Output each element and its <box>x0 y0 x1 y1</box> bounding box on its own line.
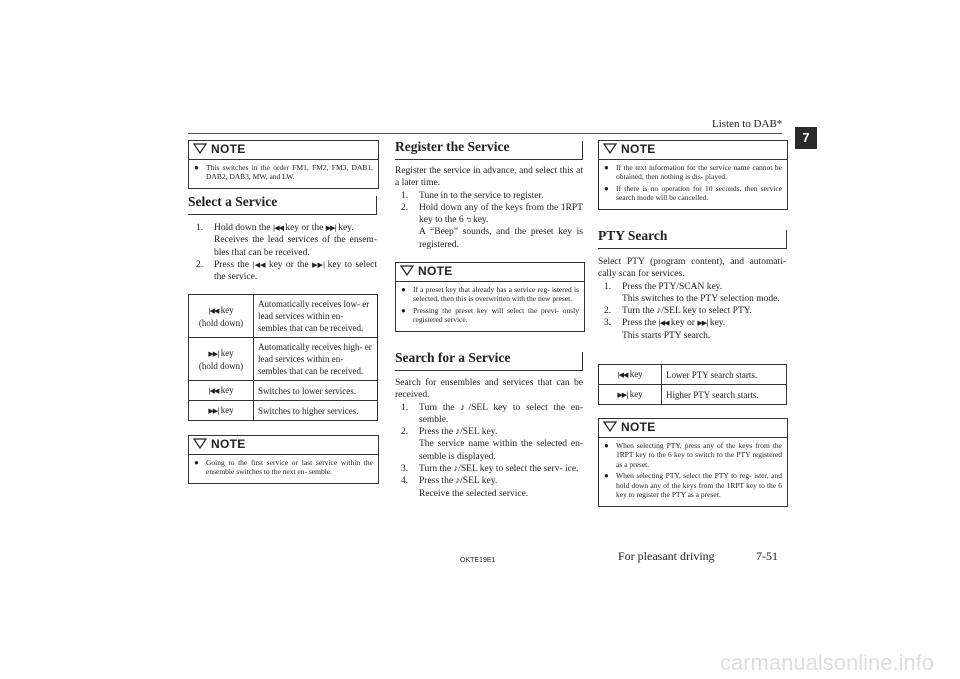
watermark: carmanualsonline.info <box>720 650 935 675</box>
bullet-icon: ● <box>194 457 199 467</box>
section-title: Register the Service <box>395 139 510 154</box>
note-text: Pressing the preset key will select the previ- ously registered service. <box>413 305 579 324</box>
section-title: Search for a Service <box>395 350 511 365</box>
dial-icon: ♪ <box>453 464 459 475</box>
table-row: |◀◀ key (hold down) Automatically receives low- er lead services within en- sembles that can be received. <box>189 295 378 338</box>
bullet-icon: ● <box>604 440 609 450</box>
section-rule-vertical <box>582 352 583 371</box>
note-title: NOTE <box>211 142 246 156</box>
steps-list: 1. Hold down the |◀◀ key or the ▶▶| key. Receives the lead services of the ensem- bles that can be received. 2. Press the |◀◀ key or the ▶▶| key to select the service. <box>196 223 378 283</box>
bullet-icon: ● <box>194 162 199 172</box>
note-text: When selecting PTY, press any of the keys from the 1RPT key to the 6 key to switch to the PTY registered as a preset. <box>616 440 782 469</box>
next-track-icon: ▶▶| <box>617 391 628 399</box>
dial-icon: ♪ <box>455 427 461 438</box>
section-rule-vertical <box>582 141 583 160</box>
table-row: |◀◀ key Lower PTY search starts. <box>599 365 787 385</box>
note-icon <box>603 143 617 157</box>
section-title: PTY Search <box>598 228 668 243</box>
note-box <box>188 435 379 484</box>
next-track-icon: ▶▶| <box>208 349 219 358</box>
footer-section: For pleasant driving <box>618 549 715 563</box>
bullet-icon: ● <box>401 284 406 294</box>
table-row: ▶▶| key (hold down) Automatically receives high- er lead services within en- sembles that can be received. <box>189 338 378 381</box>
search-text: Search for ensembles and services that can be received. 1. Turn the ♪/SEL key to select the en- semble. 2. Press the ♪/SEL key. The service name within the selected en- semble is displayed. 3. Turn the ♪/SEL key to select the serv- ice. 4. Press the ♪/SEL key. Receive the selected service. <box>395 378 583 499</box>
table-row: ▶▶| key Switches to higher services. <box>189 401 378 421</box>
prev-track-icon: |◀◀ <box>252 260 266 269</box>
note-icon <box>400 265 414 279</box>
bullet-icon: ● <box>604 162 609 172</box>
header-rule <box>188 133 782 134</box>
register-text: Register the service in advance, and select this at a later time. 1. Tune in to the service to register. 2. Hold down any of the keys from the 1RPT key to the 6 ⮌ key. A “Beep” sounds, and the preset key is registered. <box>395 166 583 250</box>
table-row: |◀◀ key Switches to lower services. <box>189 381 378 401</box>
section-rule <box>188 214 377 215</box>
note-text: If the text information for the service name cannot be obtained, then nothing is dis- played. <box>616 162 782 181</box>
prev-track-icon: |◀◀ <box>617 371 628 379</box>
section-rule <box>395 370 583 371</box>
next-track-icon: ▶▶| <box>697 319 708 328</box>
prev-track-icon: |◀◀ <box>658 319 669 328</box>
section-rule-vertical <box>786 230 787 249</box>
note-text: When selecting PTY, select the PTY to reg- ister, and hold down any of the keys from the 1RPT key to the 6 key to register the PTY as a preset. <box>616 471 782 499</box>
prev-track-icon: |◀◀ <box>208 387 219 395</box>
key-table <box>188 294 378 421</box>
note-box <box>598 140 788 210</box>
note-box <box>395 262 585 332</box>
next-track-icon: ▶▶| <box>208 407 219 415</box>
bullet-icon: ● <box>604 183 609 193</box>
prev-track-icon: |◀◀ <box>208 306 219 315</box>
note-icon <box>193 438 207 452</box>
dial-icon: ♪ <box>455 476 461 487</box>
chapter-tab: 7 <box>795 127 817 149</box>
next-track-icon: ▶▶| <box>325 224 336 232</box>
bullet-icon: ● <box>604 471 609 480</box>
note-icon <box>193 143 207 157</box>
doc-code: OKTE19E1 <box>460 557 496 564</box>
running-header: Listen to DAB* <box>712 118 783 130</box>
pty-text: Select PTY (program content), and automati- cally scan for services. 1. Press the PTY/SCAN key. This switches to the PTY selection mode. 2. Turn the ♪/SEL key to select PTY. 3. Press the |◀◀ key or ▶▶| key. This starts PTY search. <box>598 257 786 341</box>
return-arrow-icon: ⮌ <box>465 216 471 225</box>
note-text: This switches in the order FM1, FM2, FM3, DAB1, DAB2, DAB3, MW, and LW. <box>206 162 373 181</box>
pty-key-table <box>598 364 787 405</box>
prev-track-icon: |◀◀ <box>272 224 283 232</box>
dial-icon: ♪ <box>656 306 662 317</box>
bullet-icon: ● <box>401 305 406 315</box>
note-icon <box>603 421 617 435</box>
note-title: NOTE <box>418 264 453 278</box>
page-number: 7-51 <box>756 549 778 563</box>
note-title: NOTE <box>621 142 656 156</box>
note-text: If there is no operation for 10 seconds, then service search mode will be cancelled. <box>616 183 782 202</box>
section-rule-vertical <box>376 196 377 215</box>
section-title: Select a Service <box>188 194 278 209</box>
dial-icon: ♪ <box>460 402 469 413</box>
note-box <box>188 140 379 189</box>
section-rule <box>598 248 786 249</box>
note-box <box>598 418 788 507</box>
section-rule <box>395 159 583 160</box>
note-text: Going to the first service or last service within the ensemble switches to the next en- semble. <box>206 457 373 476</box>
table-row: ▶▶| key Higher PTY search starts. <box>599 385 787 405</box>
note-text: If a preset key that already has a service reg- istered is selected, then this is overwritten with the new preset. <box>413 284 579 303</box>
note-title: NOTE <box>211 437 246 451</box>
note-title: NOTE <box>621 420 656 434</box>
next-track-icon: ▶▶| <box>312 260 325 269</box>
